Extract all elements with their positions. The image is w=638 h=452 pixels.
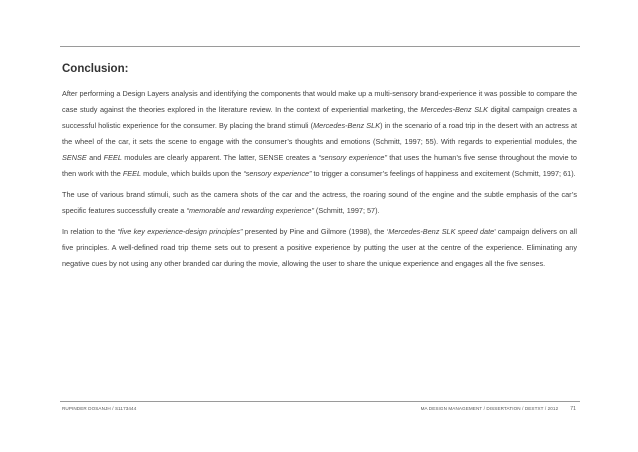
paragraph-1	[62, 86, 577, 182]
italic-text-run: Mercedes-Benz SLK	[420, 105, 488, 114]
text-run: to trigger a consumer’s feelings of happiness and excitement (Schmitt, 1997; 61).	[311, 169, 576, 178]
text-run: (Schmitt, 1997; 57).	[313, 206, 380, 215]
text-run: presented by Pine and Gilmore (1998), the ‘	[242, 227, 389, 236]
paragraph-2	[62, 187, 577, 219]
text-run: ’ campaign delivers on all five principles. A well-defined road trip theme sets out to present a positive experience by putting the user at the centre of the experience. Eliminating any negative cues by not using any other branded car during the movie, allowing the user to share the unique experience and engages all the five senses.	[62, 227, 577, 268]
text-run: ) in the scenario of a road trip in the desert with an actress at the wheel of the car, it sets the scene to engage with the consumer’s thoughts and emotions (Schmitt, 1997; 55). With regards to experiential modules, the	[62, 121, 577, 146]
header-rule	[60, 46, 580, 47]
paragraph-3	[62, 224, 577, 272]
italic-text-run: SENSE	[62, 153, 87, 162]
italic-text-run: “memorable and rewarding experience”	[186, 206, 314, 215]
text-run: In relation to the	[62, 227, 118, 236]
footer-author: RUPINDER DOSANJH / S1173444	[62, 406, 137, 411]
italic-text-run: “five key experience-design principles”	[117, 227, 243, 236]
footer-course: MA DESIGN MANAGEMENT / DISSERTATION / DESTXT / 2012	[420, 406, 559, 411]
body-text	[62, 86, 577, 277]
footer-info	[421, 406, 576, 412]
italic-text-run: Mercedes-Benz SLK	[313, 121, 381, 130]
italic-text-run: FEEL	[103, 153, 122, 162]
text-run: After performing a Design Layers analysis and identifying the components that would make up a multi-sensory brand-experience it was possible to compare the case study against the theories explored in the literature review. In the context of experiential marketing, the	[62, 89, 577, 114]
text-run: and	[86, 153, 104, 162]
text-run: module, which builds upon the	[141, 169, 244, 178]
text-run: The use of various brand stimuli, such as the camera shots of the car and the actress, the roaring sound of the engine and the subtle emphasis of the car’s specific features successfully create a	[62, 190, 577, 215]
text-run: modules are clearly apparent. The latter, SENSE creates a	[121, 153, 319, 162]
text-run: digital campaign creates a successful holistic experience for the consumer. By placing the brand stimuli (	[62, 105, 577, 130]
page-number: 71	[570, 406, 576, 412]
text-run: that uses the human’s five sense throughout the movie to then work with the	[62, 153, 577, 178]
italic-text-run: Mercedes-Benz SLK speed date	[388, 227, 495, 236]
section-heading: Conclusion:	[62, 63, 129, 75]
italic-text-run: “sensory experience”	[318, 153, 387, 162]
italic-text-run: “sensory experience”	[243, 169, 312, 178]
footer-rule	[60, 401, 580, 402]
italic-text-run: FEEL	[122, 169, 142, 178]
